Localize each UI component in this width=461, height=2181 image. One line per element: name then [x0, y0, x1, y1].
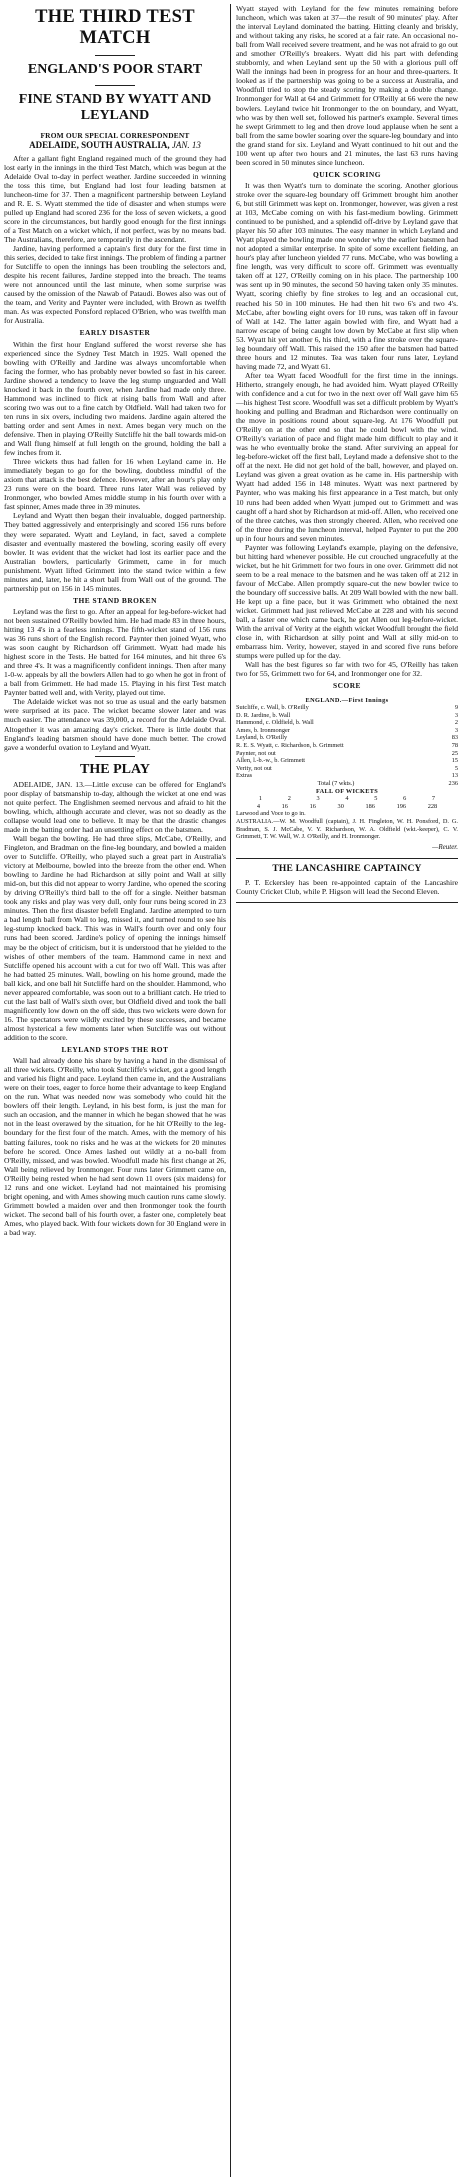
body-paragraph: Jardine, having performed a captain's first duty for the first time in this series, decided to take first innings. The problem of finding a partner for Sutcliffe to open the innings has been troubling the selectors and, despite his recent failures, Jardine stepped into the breach. The teams were not announced until the last minute, when some surprise was caused by the omission of the Nawab of Pataudi. Bowes also was out of the team, and Verity and Paynter were included, with Brown as twelfth man. As was expected Ponsford replaced O'Brien, who was twelfth man for Australia.: [4, 244, 226, 326]
body-paragraph: The Adelaide wicket was not so true as usual and the early batsmen were surprised at its pace. The wicket became slower later and was much easier. The attendance was 39,000, a record for the Adelaide Oval. Altogether it was an amazing day's cricket. There is little doubt that England's leading batsmen should have done much better. The crowd gave a wonderful ovation to Leyland and Wyatt.: [4, 697, 226, 752]
scorecard-row: D. R. Jardine, b. Wall 3: [236, 711, 458, 719]
to-bat-note: Larwood and Voce to go in.: [236, 810, 306, 818]
body-paragraph: Paynter was following Leyland's example, playing on the defensive, but hitting hard whenever possible. He cut crouched ungracefully at the wicket, but he hit Grimmett for two fours in one over. Grimmett did not seem to be a real menace to the batsmen and he was taken off at 212 in favour of McCabe. Allen promptly square-cut the new bowler twice to the boundary off successive balls. At 209 Wall bowled with the new ball. He kept up a fine pace, but it was Grimmett who obtained the next wicket. Grimmett had just relieved McCabe at 228 and with his second ball, a faster one which came back, he got Allen out leg-before-wicket. With the arrival of Verity at the eighth wicket Woodfull brought the field close in, with Richardson at silly point and Wall at silly mid-on to embarrass him. Verity, however, stayed in and scored five runs before stumps were pulled up for the day.: [236, 542, 458, 661]
scorecard-row: Hammond, c. Oldfield, b. Wall 2: [236, 719, 458, 727]
body-paragraph: After tea Wyatt faced Woodfull for the first time in the innings. Hitherto, strangely enough, he had avoided him. Wyatt played O'Reilly with confidence and a cut for two in the next over off Wall gave him 65—his highest Test score. Woodfull was set a difficult problem by Wyatt's hooking and pulling and Bradman and Richardson were continually on the move in positions round about square-leg. At 176 Woodfull put O'Reilly on at the other end so that he could bowl with the wind. O'Reilly's variation of pace and flight made him difficult to play and it was he who eventually broke the stand. After surviving an appeal for leg-before-wicket off the first ball, Leyland made a defensive shot to the off at the next. He did not get hold of the ball, however, and played on. Leyland was given a great ovation as he came in. His partnership with Wyatt had added 156 in 148 minutes. Wyatt was next partnered by Paynter, who was making his first appearance in a Test match, but only 10 runs had been added when Wyatt jumped out to Grimmett and was caught off a hard shot by Richardson at mid-off. Allen, who received one of the three catches, was then strongly cheered. Allen, who received one of the three during the luncheon interval, helped Paynter to put the 200 up in four hours and seven minutes.: [236, 370, 458, 543]
body-paragraph: Wall began the bowling. He had three slips, McCabe, O'Reilly, and Fingleton, and Bradman on the fine-leg boundary, and bowled a maiden over to Sutcliffe. O'Reilly, who played such a great part in Australia's victory at Melbourne, bowled into the breeze from the other end. When bowling to Jardine he had Richardson at silly point and Wall at silly mid-on, but this did not appear to worry Jardine, who opened the scoring by driving O'Reilly's third ball to the off for a single. Neither batsman took any risks and play was very dull, only four runs being scored in 23 minutes. Then the first disaster befell England. Jardine attempted to turn a bad length ball from Wall to leg, missed it, and turned round to see his leg-stump knocked back. This was in Wall's fourth over and only four runs had been scored. Jardine's policy of opening the innings himself may be the object of criticism, but it is understood that he yielded to the wishes of other members of the team. Hammond came in next and Sutcliffe opened his account with a cut for two off Wall. This was after he had batted 25 minutes. Wall, bowling on his home ground, made the ball kick, and one ball hit Sutcliffe hard on the shoulder. Hammond, who never appeared comfortable, was soon out to a brilliant catch. He tried to cut the last ball of Wall's sixth over, but Oldfield dived and took the ball magnificently low down on the off side, thus two wickets were down for 16. The spectators were wildly excited by these successes, and became almost hysterical a few moments later when Sutcliffe was out without addition to the score.: [4, 833, 226, 1042]
fall-of-wickets-labels: 1 2 3 4 5 6 7: [258, 795, 436, 803]
captaincy-headline: THE LANCASHIRE CAPTAINCY: [272, 863, 422, 874]
body-paragraph: Leyland was the first to go. After an appeal for leg-before-wicket had not been sustained O'Reilly bowled him. He had made 83 in three hours, hitting 13 4's in a fearless innings. The fifth-wicket stand of 156 runs was 36 runs short of the English record. Paynter then joined Wyatt, who was soon caught by Richardson off Grimmett. Wyatt had made his highest score in the Tests. He batted for 164 minutes, and hit three 6's and three 4's. It was a magnificently confident innings. Then after many 1-0-w. appeals by all the bowlers Allen had to go when he got in front of a ball from Grimmett. He had made 15. Playing in his first Test match Paynter batted well and, with Verity, played out time.: [4, 606, 226, 698]
score-heading: SCORE: [333, 681, 361, 691]
scorecard-row: Ames, b. Ironmonger 3: [236, 726, 458, 734]
section-heading-the-play: THE PLAY: [80, 761, 150, 777]
body-paragraph: Three wickets thus had fallen for 16 when Leyland came in. He immediately began to go for the bowling, doubtless mindful of the axiom that attack is the best defence. However, after an hour's play only 23 runs were on the board. Three runs later Wall was relieved by Ironmonger, who bowled Ames middle stump in his fourth over with a fast spinner, Ames made three in 39 minutes.: [4, 457, 226, 512]
section-heading-stand-broken: THE STAND BROKEN: [73, 595, 157, 605]
scorecard-row: R. E. S. Wyatt, c. Richardson, b. Grimmett 78: [236, 742, 458, 750]
body-paragraph: Wall had already done his share by having a hand in the dismissal of all three wickets. O'Reilly, who took Sutcliffe's wicket, got a good length and varied his flight and pace. Leyland then came in, and the Australians were on their toes, eager to force home their advantage to keep England on the run. What was needed now was somebody who could hit the bowlers off their length. Leyland, in his best form, is just the man for such an occasion, and the manner in which he began showed that he was not in the least overawed by the situation, for he hit O'Reilly to the leg-boundary for the first four of the match. Ames, with the memory of his batting failures, took no risks and he was at the wickets for 20 minutes before he scored. Once Ames lashed out wildly at a no-ball from O'Reilly, missed, and was bowled. Woodfull made his first change at 26, Wall being relieved by Ironmonger. Four runs later Grimmett came on, O'Reilly being rested when he had sent down 11 overs (six maidens) for 12 runs and one wicket. Leyland had not maintained his promising bright opening, and with Ames showing much caution runs came slowly. Grimmett bowled a maiden over and then Ironmonger took the fourth wicket. The second ball of his fourth over, a faster one, completely beat Ames, who played back. With four wickets down for 30 England were in a bad way.: [4, 1056, 226, 1237]
fall-of-wickets-title: FALL OF WICKETS: [315, 787, 379, 795]
byline: FROM OUR SPECIAL CORRESPONDENT: [40, 130, 190, 140]
section-heading-leyland-stops-rot: LEYLAND STOPS THE ROT: [61, 1045, 169, 1055]
left-column: [4, 4, 226, 1237]
scorecard: [236, 697, 458, 841]
body-paragraph: After a gallant fight England regained much of the ground they had lost early in the innings in the third Test Match, which was begun at the Adelaide Oval to-day in perfect weather. Jardine succeeded in winning the toss this time, but England had lost four leading batsmen at luncheon-time for 37. Then a magnificent partnership between Leyland and R. E. S. Wyatt stemmed the tide of disaster and when stumps were pulled up England had scored 236 for the loss of seven wickets, a good score in the circumstances, but hardly good enough for the first innings of a Test Match on a wicket which, if not perfect, was by no means bad. The Australians, therefore, are temporarily in the ascendant.: [4, 153, 226, 245]
right-column: [236, 4, 458, 909]
scorecard-row: Leyland, b. O'Reilly 83: [236, 734, 458, 742]
fall-of-wickets-values: 4 16 16 30 186 196 228: [256, 802, 438, 810]
scorecard-row: Paynter, not out 25: [236, 749, 458, 757]
scorecard-total: Total (7 wkts.) 236: [317, 780, 458, 788]
subheadline-secondary: FINE STAND BY WYATT AND LEYLAND: [18, 91, 212, 123]
scorecard-row: Allen, l.-b.-w., b. Grimmett 15: [236, 757, 458, 765]
subheadline-primary: ENGLAND'S POOR START: [27, 62, 203, 77]
section-heading-early-disaster: EARLY DISASTER: [79, 328, 151, 338]
scorecard-row: Verity, not out 5: [236, 764, 458, 772]
headline: THE THIRD TEST MATCH: [35, 7, 195, 48]
scorecard-row: Extras 13: [236, 772, 458, 780]
dateline-date: JAN. 13: [171, 139, 201, 150]
scorecard-row: Sutcliffe, c. Wall, b. O'Reilly 9: [236, 704, 458, 712]
divider: [95, 85, 135, 86]
body-paragraph: Leyland and Wyatt then began their invaluable, dogged partnership. They batted aggressively and enterprisingly and scored 156 runs before they were separated. Wyatt and Leyland, in fact, saved a complete disaster and eventually mastered the bowling, scoring easily off every bowler. It was evident that the wicket had lost its earlier pace and the Australian bowlers, particularly Grimmett, came in for much punishment. Wyatt lifted Grimmett into the stand twice within a few minutes and, later, he hit a short ball from Wall out of the ground. The partnership put on 156 in 145 minutes.: [4, 511, 226, 593]
captaincy-paragraph: P. T. Eckersley has been re-appointed captain of the Lancashire County Cricket Club, while P. Higson will lead the Second Eleven.: [236, 877, 458, 896]
section-heading-quick-scoring: QUICK SCORING: [313, 169, 381, 179]
column-rule: [230, 4, 231, 2177]
dateline-place: ADELAIDE, SOUTH AUSTRALIA,: [29, 139, 170, 150]
scorecard-title: ENGLAND.—First Innings: [305, 696, 389, 704]
body-paragraph: ADELAIDE, JAN. 13.—Little excuse can be offered for England's poor display of batsmanship to-day, although the wicket at one end was not quite perfect. The Englishmen seemed nervous and afraid to hit the bowling, which, although accurate and clever, was not so deadly as the collapse would lead one to believe. It may be that the drastic changes made in the batting order had an unsettling effect on the batsmen.: [4, 779, 226, 834]
divider: [95, 55, 135, 56]
australia-team: AUSTRALIA.—W. M. Woodfull (captain), J. H. Fingleton, W. H. Ponsford, D. G. Bradman, S. J. McCabe, V. Y. Richardson, W. A. Oldfield (wkt.-keeper), C. V. Grimmett, T. W. Wall, W. J. O'Reilly, and H. Ironmonger.: [236, 818, 458, 841]
body-paragraph: Wall has the best figures so far with two for 45, O'Reilly has taken two for 55, Grimmett two for 64, and Ironmonger one for 32.: [236, 660, 458, 679]
dateline: [4, 141, 226, 150]
body-paragraph: Wyatt stayed with Leyland for the few minutes remaining before luncheon, which was taken at 37—the result of 90 minutes' play. After the interval Leyland dominated the batting. Hitting cleanly and briskly, and without taking any risks, he scored at a fair rate. An occasional no-ball from Wall received severe treatment, and he was not afraid to go out and smother O'Reilly's breakers. Wyatt did his part with defending stubbornly, and when Leyland sent up the 50 with a glorious pull off Wall the innings had been in progress for an hour and three-quarters. It looked as if the partnership was going to be a success at Australia, and Woodfull tried to stop the steady scoring by making a double change. Ironmonger for Wall at 64 and Grimmett for O'Reilly at 66 were the new bowlers. Leyland twice hit Ironmonger to the on boundary, and Wyatt, who was by then well set, followed his partner's example. Several times he swept Grimmett to leg and then drove loud applause when he sent a ball from the same bowler soaring over the square-leg boundary and into the grand stand for six. Leyland and Wyatt continued to hit out and the 100 went up after two hours and 21 minutes, the last 63 runs having been scored in 50 minutes since luncheon.: [236, 4, 458, 167]
divider: [236, 858, 458, 859]
body-paragraph: Within the first hour England suffered the worst reverse she has experienced since the Sydney Test Match in 1925. Wall opened the bowling with O'Reilly and Jardine was always uncomfortable when facing the former, who has probably never bowled so fast in his career. Jardine showed a tendency to leave the leg stump unguarded and Wall knocked it back in the fourth over, when Jardine had made only three. Hammond was inclined to flick at rising balls from Wall and after scoring two was out to a fine catch by Oldfield. Wall had taken two for ten runs in six overs, including two maidens. Jardine again altered the batting order and sent Ames in next. Ames began very much on the defensive. Then in playing O'Reilly Sutcliffe hit the ball towards mid-on and Wall flung himself at full length on the ground, holding the ball a few inches from it.: [4, 339, 226, 458]
body-paragraph: It was then Wyatt's turn to dominate the scoring. Another glorious stroke over the square-leg boundary off Grimmett brought him another 6, but still Grimmett was kept on. Ironmonger, however, was given a rest at 103, McCabe coming on with his fast-medium bowling. Grimmett continued to be punished, and a splendid off-drive by Leyland gave that player his 50 after 103 minutes. The easy manner in which Leyland and Wyatt played the bowling made one wonder why the earlier batsmen had not adopted a similar enterprise. In spite of some excellent fielding, an hour's play after luncheon yielded 77 runs. McCabe, who was bowling a fine length, was very difficult to score off. Grimmett was eventually taken off at 127, O'Reilly coming on in his place. The partnership 100 was sent up in 90 minutes, the second 50 having taken only 35 minutes. Wyatt, scoring chiefly by fine strokes to leg and an occasional cut, reached his 50 in 100 minutes. He had then hit two 6's and two 4's. McCabe, after bowling eight overs for 10 runs, was taken off in favour of Wall at 142. The latter again bowled with fire, and Wyatt had a narrow escape of being caught low down by McCabe at first slip when 53. Wyatt hit yet another 6, his third, with a fine stroke over the square-leg boundary off Wall. This raised the 150 after the batsmen had batted three hours and 12 minutes. Tea was taken four runs later, Leyland having made 72, and Wyatt 61.: [236, 180, 458, 371]
divider: [95, 756, 135, 757]
divider: [236, 902, 458, 903]
news-source: —Reuter.: [432, 842, 458, 851]
